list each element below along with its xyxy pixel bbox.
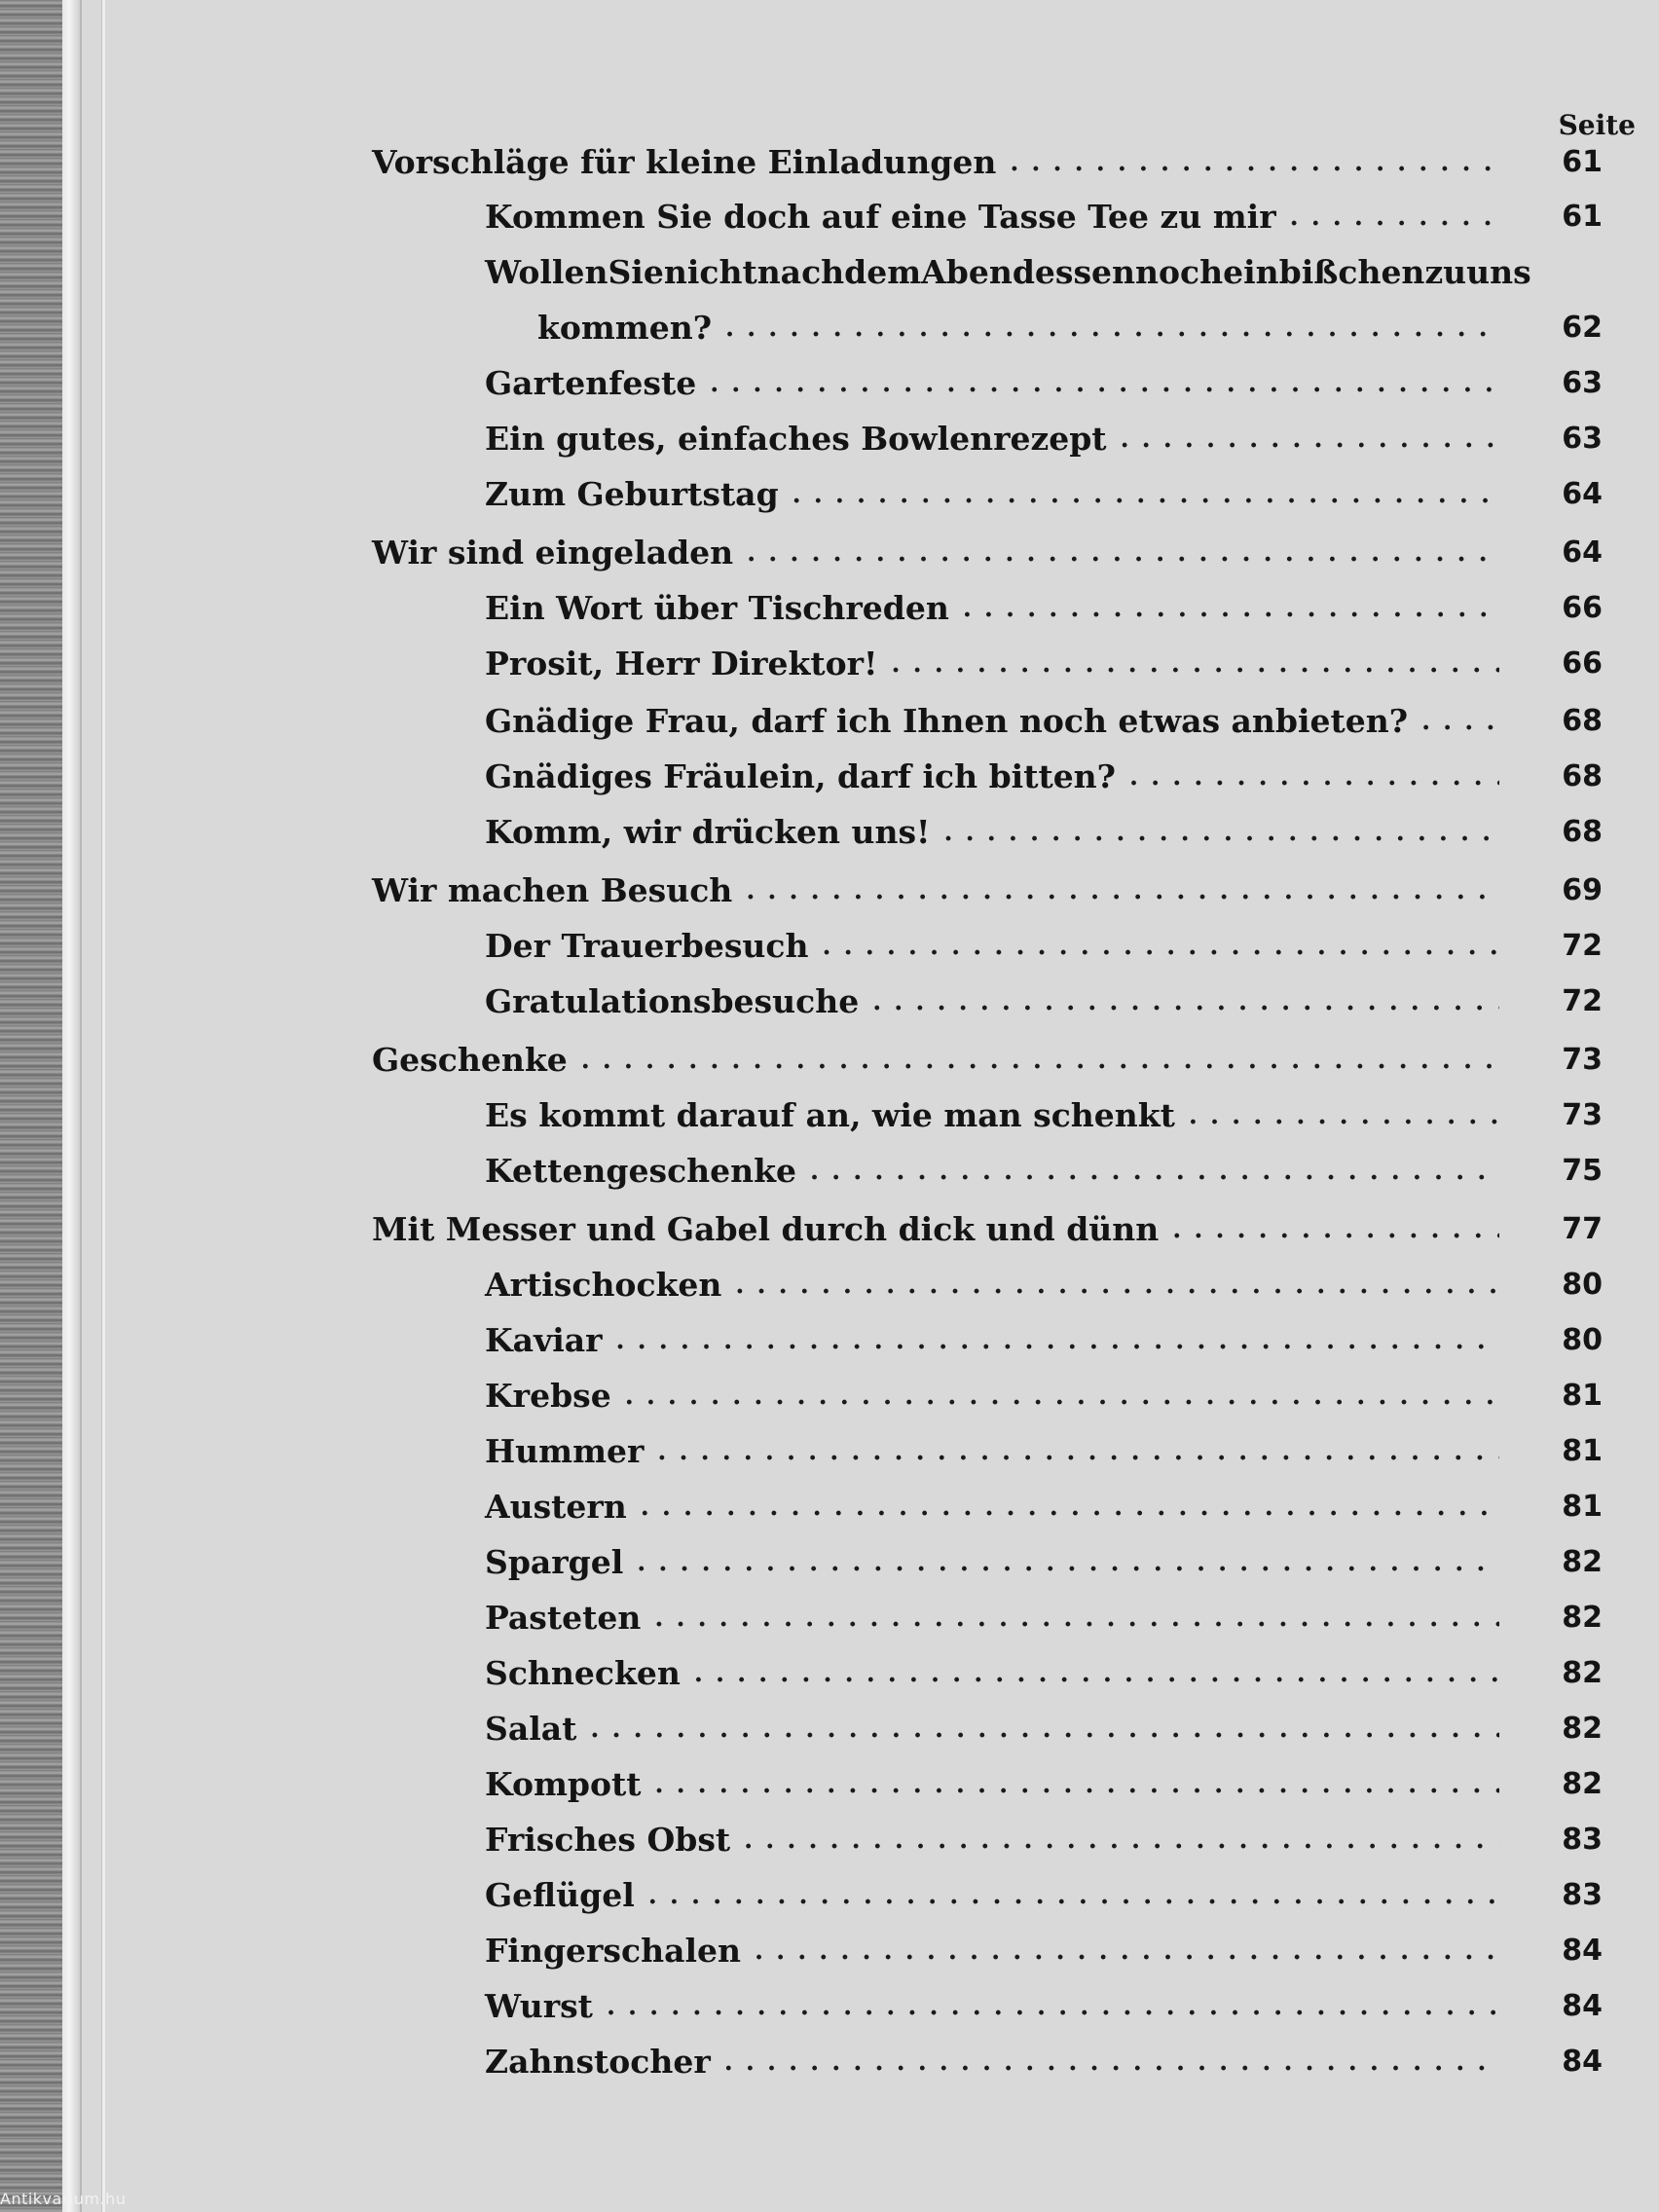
toc-section-row	[485, 1816, 1603, 1864]
leader-dots	[694, 1649, 1499, 1698]
toc-entry-page-number: 72	[1562, 984, 1603, 1018]
leader-dots	[648, 1871, 1499, 1920]
leader-dots	[1172, 1205, 1499, 1254]
toc-entry-page-number: 81	[1562, 1490, 1603, 1524]
leader-dots	[710, 359, 1499, 408]
wrapped-entry-word: bißchen	[1278, 253, 1425, 291]
toc-entry-page-number: 82	[1562, 1601, 1603, 1635]
toc-entry-title: Komm, wir drücken uns!	[485, 813, 931, 851]
toc-section-row	[485, 1261, 1603, 1309]
toc-section-row	[485, 1760, 1603, 1809]
toc-section-row	[485, 753, 1603, 801]
leader-dots	[1010, 138, 1499, 187]
leader-dots	[581, 1036, 1499, 1085]
toc-entry-title: Ein Wort über Tischreden	[485, 589, 949, 627]
toc-entry-page-number: 80	[1562, 1268, 1603, 1302]
leader-dots	[1129, 753, 1499, 801]
leader-dots	[755, 1927, 1499, 1975]
toc-entry-title: Fingerschalen	[485, 1932, 741, 1970]
toc-section-row	[485, 640, 1603, 688]
leader-dots	[590, 1705, 1499, 1753]
wrapped-entry-word: dem	[844, 253, 922, 291]
leader-dots	[944, 808, 1499, 857]
toc-entry-title: Gnädige Frau, darf ich Ihnen noch etwas anbieten?	[485, 702, 1409, 740]
wrapped-entry-word: Abendessen	[921, 253, 1136, 291]
wrapped-entry-word: noch	[1135, 253, 1224, 291]
toc-entry-page-number: 66	[1562, 591, 1603, 625]
toc-section-row	[485, 697, 1603, 746]
toc-entry-title: Schnecken	[485, 1654, 681, 1692]
leader-dots	[1189, 1091, 1499, 1140]
toc-entry-title: Prosit, Herr Direktor!	[485, 645, 878, 682]
leader-dots	[892, 640, 1499, 688]
toc-entry-title: Austern	[485, 1488, 627, 1526]
toc-entry-title: Salat	[485, 1710, 577, 1748]
toc-entry-page-number: 61	[1562, 145, 1603, 179]
leader-dots	[735, 1261, 1499, 1309]
wrapped-entry-first-line	[485, 248, 1531, 297]
toc-entry-title: Hummer	[485, 1432, 645, 1470]
toc-section-row	[485, 1927, 1603, 1975]
wrapped-entry-word: zu	[1424, 253, 1467, 291]
spine-edge	[62, 0, 82, 2212]
toc-entry-title: Kompott	[485, 1765, 642, 1803]
toc-entry-title: Gratulationsbesuche	[485, 982, 860, 1020]
toc-entry-title: Artischocken	[485, 1266, 722, 1304]
toc-section-row	[485, 977, 1603, 1026]
toc-entry-page-number: 75	[1562, 1154, 1603, 1188]
toc-entry-title: Spargel	[485, 1543, 624, 1581]
toc-section-row	[485, 470, 1603, 519]
toc-section-row	[537, 304, 1603, 352]
toc-entry-page-number: 83	[1562, 1823, 1603, 1857]
page-column-header: Seite	[1558, 109, 1636, 141]
toc-entry-page-number: 64	[1562, 477, 1603, 511]
toc-entry-page-number: 81	[1562, 1434, 1603, 1468]
toc-section-row	[485, 1316, 1603, 1365]
toc-entry-title: Zum Geburtstag	[485, 475, 779, 513]
toc-section-row	[485, 2038, 1603, 2086]
toc-chapter-row	[372, 138, 1603, 187]
leader-dots	[637, 1538, 1499, 1587]
toc-entry-title: Mit Messer und Gabel durch dick und dünn	[372, 1210, 1160, 1248]
toc-section-row	[485, 1538, 1603, 1587]
leader-dots	[747, 529, 1499, 577]
toc-entry-title: Krebse	[485, 1377, 611, 1415]
leader-dots	[744, 1816, 1499, 1864]
toc-section-row	[485, 1982, 1603, 2031]
wrapped-entry-word: Sie	[608, 253, 664, 291]
toc-entry-page-number: 62	[1562, 311, 1603, 345]
toc-section-row	[485, 1147, 1603, 1196]
toc-entry-page-number: 73	[1562, 1043, 1603, 1077]
toc-section-row	[485, 1871, 1603, 1920]
toc-entry-page-number: 84	[1562, 1989, 1603, 2023]
toc-entry-title: Zahnstocher	[485, 2043, 711, 2081]
toc-entry-title: kommen?	[537, 309, 713, 347]
toc-entry-title: Wir machen Besuch	[372, 871, 733, 909]
leader-dots	[616, 1316, 1499, 1365]
toc-chapter-row	[372, 1205, 1603, 1254]
toc-entry-page-number: 80	[1562, 1323, 1603, 1357]
toc-entry-title: Geschenke	[372, 1041, 568, 1079]
toc-entry-page-number: 68	[1562, 815, 1603, 849]
toc-entry-title: Kettengeschenke	[485, 1152, 797, 1190]
leader-dots	[607, 1982, 1499, 2031]
toc-section-row	[485, 359, 1603, 408]
toc-chapter-row	[372, 1036, 1603, 1085]
toc-entry-page-number: 84	[1562, 1934, 1603, 1968]
toc-entry-title: Gartenfeste	[485, 364, 697, 402]
leader-dots	[654, 1760, 1499, 1809]
wrapped-entry-word: ein	[1223, 253, 1279, 291]
toc-entry-page-number: 82	[1562, 1545, 1603, 1579]
wrapped-entry-word: uns	[1466, 253, 1531, 291]
toc-entry-page-number: 66	[1562, 646, 1603, 681]
toc-entry-page-number: 82	[1562, 1656, 1603, 1690]
toc-section-row	[485, 1705, 1603, 1753]
leader-dots	[724, 2038, 1499, 2086]
toc-entry-page-number: 72	[1562, 929, 1603, 963]
toc-chapter-row	[372, 866, 1603, 915]
leader-dots	[746, 866, 1499, 915]
toc-section-row	[485, 808, 1603, 857]
toc-section-row	[485, 1427, 1603, 1476]
wrapped-entry-word: Wollen	[485, 253, 608, 291]
watermark: Antikvarium.hu	[0, 2190, 127, 2208]
toc-section-row	[485, 922, 1603, 971]
toc-entry-page-number: 68	[1562, 704, 1603, 738]
leader-dots	[625, 1372, 1499, 1420]
toc-entry-title: Pasteten	[485, 1599, 642, 1637]
leader-dots	[1290, 193, 1499, 241]
toc-entry-page-number: 61	[1562, 200, 1603, 234]
leader-dots	[657, 1427, 1499, 1476]
book-spine	[0, 0, 62, 2212]
toc-entry-page-number: 82	[1562, 1712, 1603, 1746]
toc-entry-title: Es kommt darauf an, wie man schenkt	[485, 1096, 1175, 1134]
leader-dots	[872, 977, 1499, 1026]
toc-section-row	[485, 415, 1603, 463]
leader-dots	[793, 470, 1499, 519]
toc-entry-title: Gnädiges Fräulein, darf ich bitten?	[485, 757, 1117, 795]
leader-dots	[654, 1594, 1499, 1642]
toc-entry-title: Vorschläge für kleine Einladungen	[372, 143, 997, 181]
leader-dots	[725, 304, 1499, 352]
toc-entry-page-number: 81	[1562, 1379, 1603, 1413]
toc-entry-title: Kommen Sie doch auf eine Tasse Tee zu mir	[485, 198, 1276, 236]
toc-entry-title: Der Trauerbesuch	[485, 927, 809, 965]
toc-entry-title: Geflügel	[485, 1876, 635, 1914]
toc-entry-page-number: 82	[1562, 1767, 1603, 1801]
wrapped-entry-word: nicht	[663, 253, 757, 291]
wrapped-entry-word: nach	[756, 253, 845, 291]
toc-entry-page-number: 77	[1562, 1212, 1603, 1246]
toc-entry-page-number: 63	[1562, 366, 1603, 400]
toc-section-row	[485, 193, 1603, 241]
toc-entry-title: Wir sind eingeladen	[372, 534, 734, 571]
leader-dots	[963, 584, 1499, 633]
toc-entry-page-number: 68	[1562, 759, 1603, 793]
leader-dots	[810, 1147, 1499, 1196]
toc-entry-page-number: 84	[1562, 2045, 1603, 2079]
leader-dots	[823, 922, 1499, 971]
toc-entry-page-number: 73	[1562, 1098, 1603, 1132]
toc-section-row	[485, 1372, 1603, 1420]
toc-section-row	[485, 584, 1603, 633]
toc-entry-page-number: 69	[1562, 873, 1603, 907]
toc-entry-page-number: 64	[1562, 535, 1603, 570]
toc-section-row	[485, 1091, 1603, 1140]
leader-dots	[1421, 697, 1499, 746]
leader-dots	[1121, 415, 1499, 463]
toc-section-row	[485, 1483, 1603, 1531]
toc-entry-title: Ein gutes, einfaches Bowlenrezept	[485, 420, 1107, 458]
toc-section-row	[485, 1649, 1603, 1698]
toc-entry-title: Wurst	[485, 1987, 593, 2025]
toc-section-row	[485, 1594, 1603, 1642]
leader-dots	[641, 1483, 1499, 1531]
page-edge	[101, 0, 105, 2212]
toc-entry-title: Frisches Obst	[485, 1821, 731, 1859]
toc-entry-page-number: 83	[1562, 1878, 1603, 1912]
toc-entry-page-number: 63	[1562, 422, 1603, 456]
toc-chapter-row	[372, 529, 1603, 577]
toc-entry-title: Kaviar	[485, 1321, 603, 1359]
